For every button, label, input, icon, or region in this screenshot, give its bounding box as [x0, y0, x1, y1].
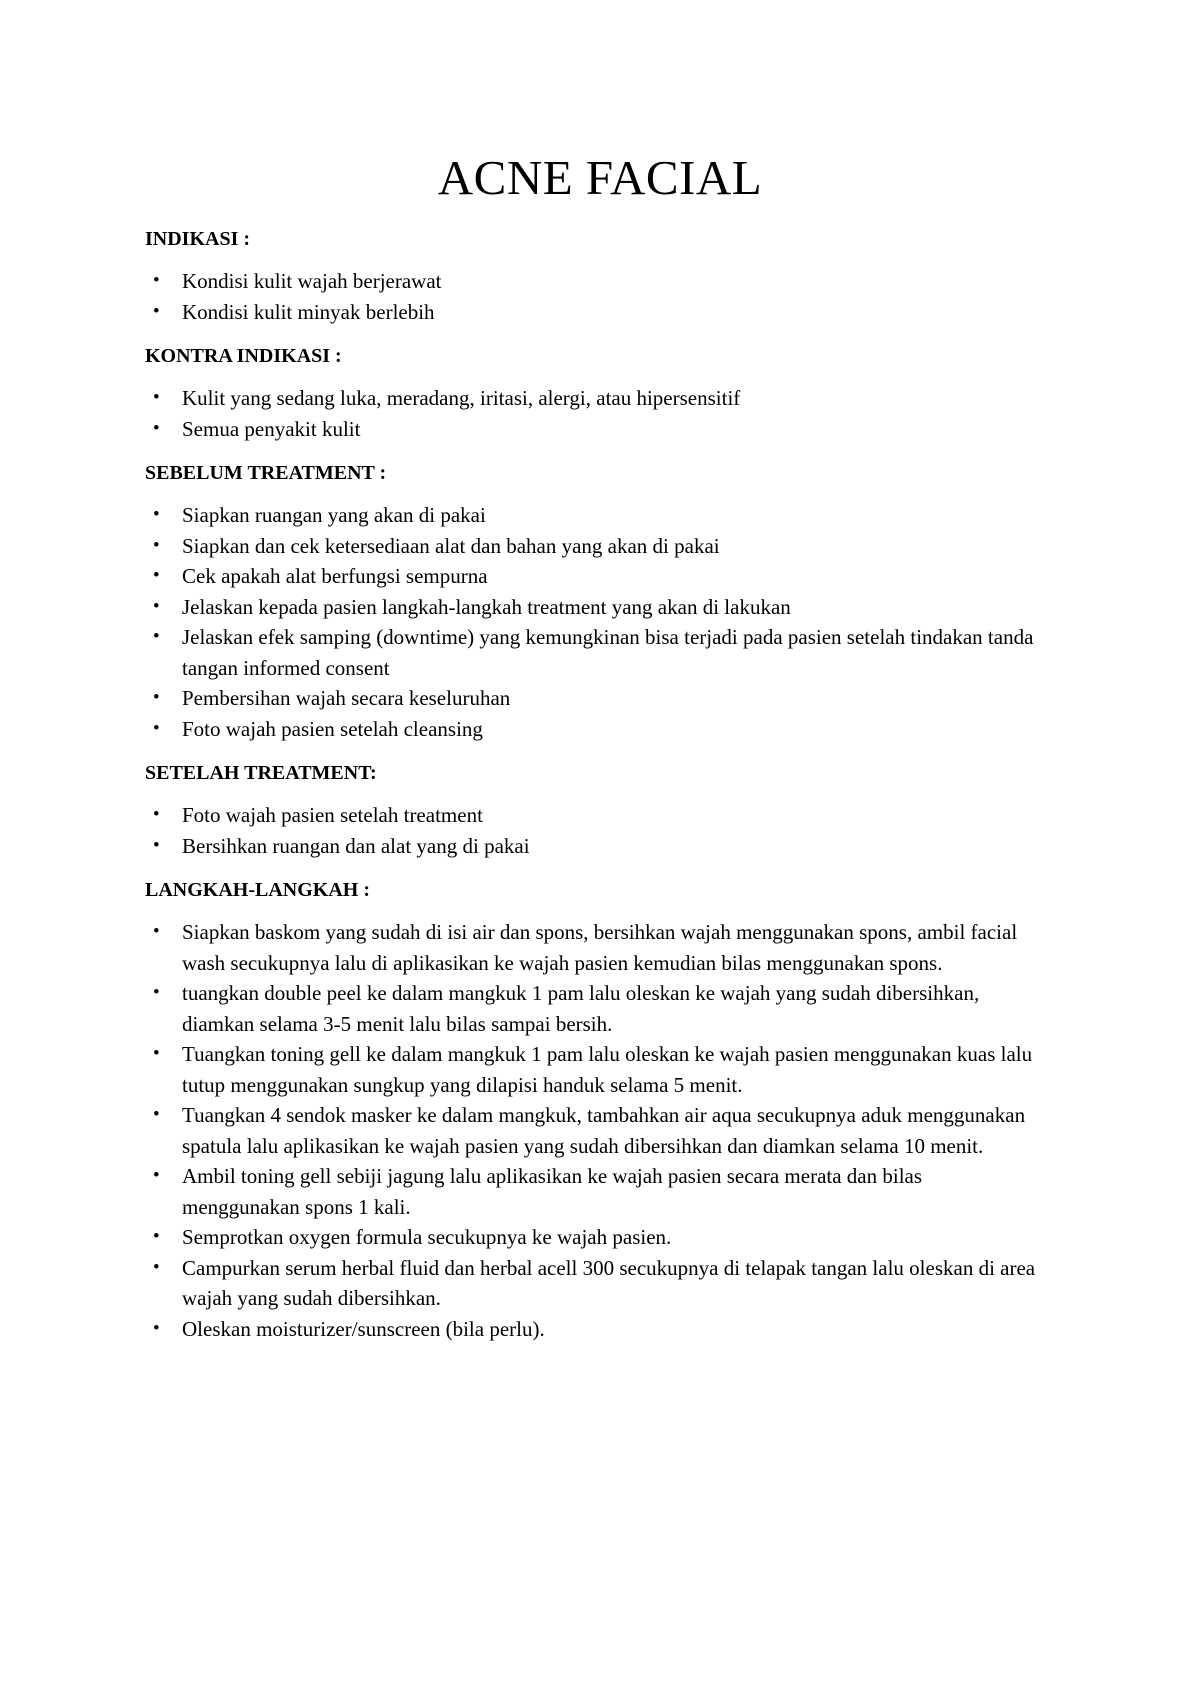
bullet-list — [145, 917, 1045, 1344]
section-setelah-treatment — [145, 758, 1045, 861]
bullet-icon: • — [153, 921, 160, 942]
section-sebelum-treatment — [145, 458, 1045, 744]
list-item — [145, 266, 1045, 297]
list-item — [145, 622, 1045, 683]
bullet-icon: • — [153, 1317, 160, 1339]
list-item — [145, 297, 1045, 328]
bullet-list — [145, 383, 1045, 444]
bullet-icon: • — [153, 1226, 160, 1247]
list-item — [145, 500, 1045, 531]
list-item — [145, 978, 1045, 1039]
bullet-icon: • — [153, 1256, 160, 1278]
bullet-icon: • — [153, 687, 160, 708]
bullet-icon: • — [153, 387, 160, 408]
list-item-text: Tuangkan toning gell ke dalam mangkuk 1 pam lalu oleskan ke wajah pasien menggunakan kuas lalu tutup menggunakan sungkup yang dilapisi handuk selama 5 menit. — [182, 1042, 1033, 1097]
bullet-list — [145, 266, 1045, 327]
list-item — [145, 831, 1045, 862]
list-item-text: tuangkan double peel ke dalam mangkuk 1 pam lalu oleskan ke wajah yang sudah dibersihkan, diamkan selama 3-5 menit lalu bilas sampai bersih. — [182, 981, 980, 1036]
list-item-text: Campurkan serum herbal fluid dan herbal acell 300 secukupnya di telapak tangan lalu oleskan di area wajah yang sudah dibersihkan. — [182, 1255, 1036, 1310]
list-item-text: Cek apakah alat berfungsi sempurna — [182, 564, 488, 588]
section-heading: LANGKAH-LANGKAH : — [145, 879, 370, 901]
bullet-list — [145, 500, 1045, 744]
section-heading: INDIKASI : — [145, 228, 251, 250]
section-kontra-indikasi — [145, 341, 1045, 444]
list-item — [145, 1161, 1045, 1222]
list-item-text: Kondisi kulit minyak berlebih — [182, 299, 435, 324]
document-title: ACNE FACIAL — [437, 150, 763, 205]
list-item — [145, 1253, 1045, 1314]
list-item-text: Foto wajah pasien setelah treatment — [182, 803, 483, 827]
list-item — [145, 1039, 1045, 1100]
list-item — [145, 1314, 1045, 1345]
bullet-icon: • — [153, 565, 160, 586]
bullet-icon: • — [153, 626, 160, 647]
bullet-icon: • — [153, 717, 160, 739]
bullet-icon: • — [153, 270, 160, 291]
list-item — [145, 592, 1045, 623]
list-item-text: Jelaskan efek samping (downtime) yang kemungkinan bisa terjadi pada pasien setelah tindakan tanda tangan informed consent — [182, 625, 1034, 680]
document-body — [145, 224, 1045, 1358]
list-item — [145, 714, 1045, 745]
bullet-icon: • — [153, 1043, 160, 1064]
list-item-text: Bersihkan ruangan dan alat yang di pakai — [182, 833, 530, 858]
section-indikasi — [145, 224, 1045, 327]
list-item-text: Kondisi kulit wajah berjerawat — [182, 269, 442, 293]
list-item-text: Siapkan baskom yang sudah di isi air dan spons, bersihkan wajah menggunakan spons, ambil facial wash secukupnya lalu di aplikasikan ke wajah pasien kemudian bilas menggunakan spons. — [182, 920, 1018, 975]
list-item — [145, 561, 1045, 592]
list-item-text: Pembersihan wajah secara keseluruhan — [182, 686, 511, 710]
section-heading: SETELAH TREATMENT: — [145, 762, 377, 784]
list-item-text: Oleskan moisturizer/sunscreen (bila perlu). — [182, 1316, 545, 1341]
section-langkah-langkah — [145, 875, 1045, 1344]
list-item — [145, 383, 1045, 414]
list-item — [145, 1100, 1045, 1161]
bullet-list — [145, 800, 1045, 861]
bullet-icon: • — [153, 595, 160, 617]
list-item-text: Tuangkan 4 sendok masker ke dalam mangkuk, tambahkan air aqua secukupnya aduk menggunakan spatula lalu aplikasikan ke wajah pasien yang sudah dibersihkan dan diamkan selama 10 menit. — [182, 1103, 1026, 1158]
list-item-text: Siapkan ruangan yang akan di pakai — [182, 503, 486, 527]
bullet-icon: • — [153, 804, 160, 825]
bullet-icon: • — [153, 982, 160, 1003]
bullet-icon: • — [153, 1165, 160, 1186]
list-item-text: Jelaskan kepada pasien langkah-langkah treatment yang akan di lakukan — [182, 594, 791, 619]
section-heading: SEBELUM TREATMENT : — [145, 462, 387, 484]
list-item-text: Foto wajah pasien setelah cleansing — [182, 716, 483, 741]
list-item — [145, 1222, 1045, 1253]
section-heading: KONTRA INDIKASI : — [145, 345, 342, 367]
list-item-text: Ambil toning gell sebiji jagung lalu aplikasikan ke wajah pasien secara merata dan bilas menggunakan spons 1 kali. — [182, 1164, 923, 1219]
list-item — [145, 800, 1045, 831]
list-item-text: Siapkan dan cek ketersediaan alat dan bahan yang akan di pakai — [182, 533, 720, 558]
list-item — [145, 531, 1045, 562]
list-item-text: Kulit yang sedang luka, meradang, iritasi, alergi, atau hipersensitif — [182, 386, 741, 410]
list-item — [145, 683, 1045, 714]
list-item — [145, 917, 1045, 978]
bullet-icon: • — [153, 417, 160, 439]
list-item-text: Semua penyakit kulit — [182, 416, 361, 441]
bullet-icon: • — [153, 1104, 160, 1125]
bullet-icon: • — [153, 834, 160, 856]
list-item-text: Semprotkan oxygen formula secukupnya ke wajah pasien. — [182, 1225, 672, 1249]
list-item — [145, 414, 1045, 445]
bullet-icon: • — [153, 504, 160, 525]
bullet-icon: • — [153, 300, 160, 322]
bullet-icon: • — [153, 534, 160, 556]
